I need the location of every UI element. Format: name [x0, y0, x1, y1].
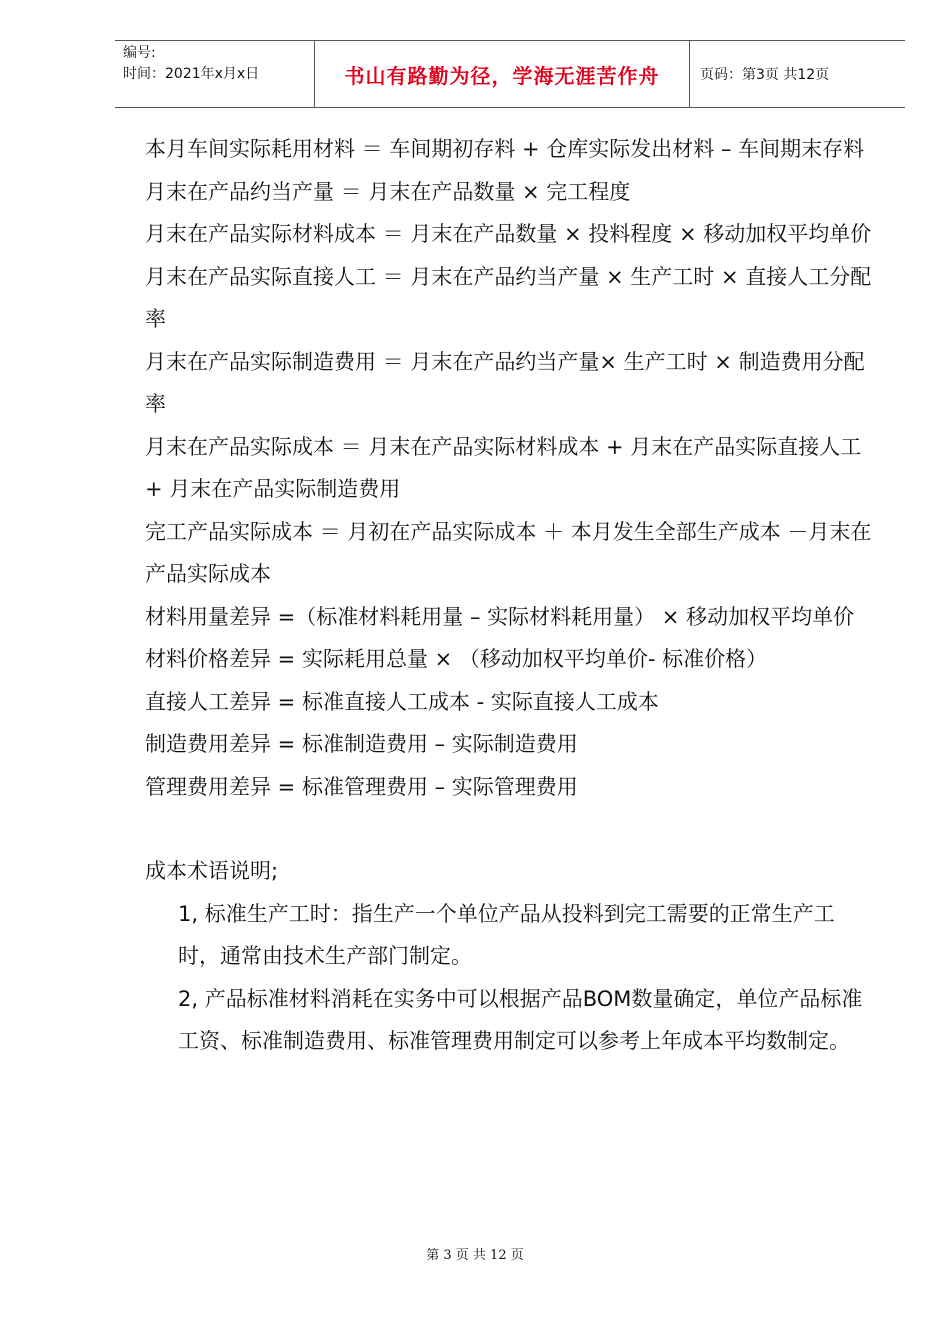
- terms-title: 成本术语说明;: [145, 859, 279, 883]
- document-time-label: 时间：2021年x月x日: [123, 66, 260, 82]
- document-number-label: 编号:: [123, 45, 156, 61]
- formula-line: 本月车间实际耗用材料 ＝ 车间期初存料 + 仓库实际发出材料 – 车间期末存料: [145, 137, 865, 161]
- header-page-cell: [690, 41, 905, 107]
- header-motto: 书山有路勤为径，学海无涯苦作舟: [344, 63, 660, 88]
- page-header: [115, 40, 905, 108]
- header-meta: [115, 41, 315, 107]
- formula-line: 月末在产品实际制造费用 ＝ 月末在产品约当产量× 生产工时 × 制造费用分配率: [145, 349, 865, 416]
- formula-line: 直接人工差异 = 标准直接人工成本 - 实际直接人工成本: [145, 689, 659, 714]
- formula-line: 月末在产品实际直接人工 ＝ 月末在产品约当产量 × 生产工时 × 直接人工分配率: [145, 264, 872, 331]
- formula-line: 完工产品实际成本 ＝ 月初在产品实际成本 ＋ 本月发生全部生产成本 －月末在产品实际成本: [145, 519, 872, 586]
- formula-line: 月末在产品约当产量 ＝ 月末在产品数量 × 完工程度: [145, 179, 631, 204]
- header-motto-cell: [315, 41, 690, 107]
- formula-line: 材料用量差异 =（标准材料耗用量 – 实际材料耗用量） × 移动加权平均单价: [145, 604, 855, 629]
- document-body: [145, 128, 875, 1063]
- footer-page-number: 第 3 页 共 12 页: [426, 1248, 524, 1263]
- header-page-info: 页码：第3页 共12页: [700, 67, 830, 83]
- formula-line: 制造费用差异 = 标准制造费用 – 实际制造费用: [145, 732, 578, 756]
- formula-line: 管理费用差异 = 标准管理费用 – 实际管理费用: [145, 774, 578, 799]
- formula-line: 月末在产品实际材料成本 ＝ 月末在产品数量 × 投料程度 × 移动加权平均单价: [145, 222, 872, 246]
- term-item: 1, 标准生产工时：指生产一个单位产品从投料到完工需要的正常生产工时，通常由技术生产部门制定。: [178, 901, 835, 968]
- formula-line: 材料价格差异 = 实际耗用总量 × （移动加权平均单价- 标准价格）: [145, 647, 768, 671]
- page-footer: [0, 1244, 950, 1263]
- formula-line: 月末在产品实际成本 ＝ 月末在产品实际材料成本 + 月末在产品实际直接人工 + 月末在产品实际制造费用: [145, 434, 862, 501]
- term-item: 2, 产品标准材料消耗在实务中可以根据产品BOM数量确定，单位产品标准工资、标准制造费用、标准管理费用制定可以参考上年成本平均数制定。: [178, 986, 863, 1053]
